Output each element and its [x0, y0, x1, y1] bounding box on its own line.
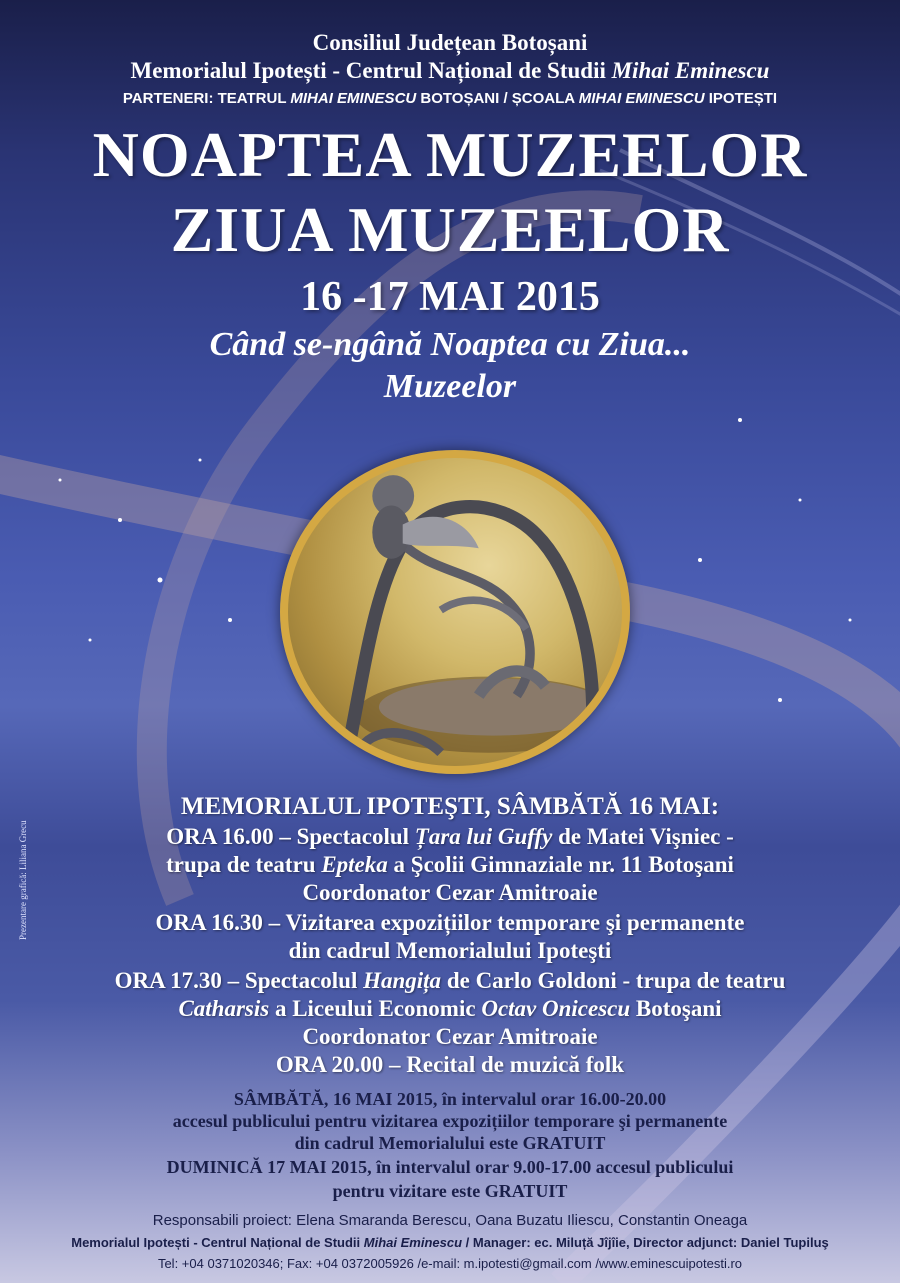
management-text: Memorialul Ipotești - Centrul Național de Studii — [71, 1235, 364, 1250]
access-sunday-free: pentru vizitare este GRATUIT — [332, 1181, 568, 1201]
organizer-name-part: Memorialul Ipotești - Centrul Național de Studii — [130, 58, 612, 83]
graphic-credit-text: Prezentare grafică: Liliana Grecu — [18, 820, 28, 940]
medallion-image — [280, 450, 630, 774]
program-item-1730-coordinator: Coordonator Cezar Amitroaie — [302, 1024, 598, 1049]
motto-line1: Când se-ngână Noaptea cu Ziua... — [209, 326, 691, 363]
program-item-1730 — [0, 967, 900, 995]
management-italic: Mihai Eminescu — [363, 1235, 463, 1250]
program-text: Botoşani — [630, 996, 722, 1021]
organizer-name-italic: Mihai Eminescu — [611, 58, 770, 83]
program-text: ORA 17.30 – Spectacolul — [114, 968, 364, 993]
program-text: a Şcolii Gimnaziale nr. 11 Botoşani — [387, 852, 734, 877]
play-title-hangita: Hangița — [363, 968, 442, 993]
organizer-name — [0, 58, 900, 84]
access-saturday-free: din cadrul Memorialului este GRATUIT — [294, 1133, 606, 1153]
partner-theatre-name: MIHAI EMINESCU — [290, 90, 417, 107]
main-title-line1: NOAPTEA MUZEELOR — [92, 119, 808, 190]
program-text: trupa de teatru — [166, 852, 322, 877]
contact-line: Tel: +04 0371020346; Fax: +04 0372005926 /e-mail: m.ipotesti@gmail.com /www.eminescuipotesti.ro — [157, 1256, 743, 1271]
program-item-1630-detail: din cadrul Memorialului Ipoteşti — [288, 938, 612, 963]
program-item-1600-coordinator: Coordonator Cezar Amitroaie — [302, 880, 598, 905]
partner-location: IPOTEȘTI — [704, 90, 778, 107]
partners-separator: BOTOȘANI / ȘCOALA — [416, 90, 579, 107]
graphic-credit — [4, 800, 28, 940]
program-text: ORA 16.00 – Spectacolul — [166, 824, 415, 849]
program-heading: MEMORIALUL IPOTEŞTI, SÂMBĂTĂ 16 MAI: — [180, 793, 720, 820]
program-item-1730-troupe — [0, 995, 900, 1023]
event-date: 16 -17 MAI 2015 — [300, 274, 600, 320]
program-text: a Liceului Economic — [269, 996, 482, 1021]
school-name-onicescu: Octav Onicescu — [481, 996, 631, 1021]
access-saturday-detail: accesul publicului pentru vizitarea expozițiilor temporare şi permanente — [172, 1111, 728, 1131]
partner-school-name: MIHAI EMINESCU — [578, 90, 705, 107]
play-title-guffy: Țara lui Guffy — [414, 824, 553, 849]
troupe-name-epteka: Epteka — [321, 852, 388, 877]
council-name: Consiliul Județean Botoșani — [312, 30, 588, 55]
troupe-name-catharsis: Catharsis — [178, 996, 270, 1021]
partners-line — [0, 90, 900, 107]
partners-label: PARTENERI: TEATRUL — [122, 90, 291, 107]
management-line — [0, 1235, 900, 1250]
program-text: de Matei Vişniec - — [552, 824, 734, 849]
motto-line2: Muzeelor — [383, 368, 517, 405]
access-sunday: DUMINICĂ 17 MAI 2015, în intervalul orar 9.00-17.00 accesul publicului — [166, 1157, 734, 1177]
program-item-1630: ORA 16.30 – Vizitarea expozițiilor temporare şi permanente — [155, 910, 745, 935]
program-text: de Carlo Goldoni - trupa de teatru — [441, 968, 786, 993]
program-item-1600 — [0, 823, 900, 851]
program-item-1600-troupe — [0, 851, 900, 879]
ornament-illustration — [288, 458, 622, 766]
management-text: / Manager: ec. Miluță Jîjîie, Director adjunct: Daniel Tupiluş — [462, 1235, 829, 1250]
access-saturday: SÂMBĂTĂ, 16 MAI 2015, în intervalul orar 16.00-20.00 — [233, 1089, 667, 1109]
project-responsibles: Responsabili proiect: Elena Smaranda Berescu, Oana Buzatu Iliescu, Constantin Oneaga — [152, 1212, 748, 1229]
main-title-line2: ZIUA MUZEELOR — [170, 194, 730, 265]
program-item-2000: ORA 20.00 – Recital de muzică folk — [275, 1052, 625, 1077]
